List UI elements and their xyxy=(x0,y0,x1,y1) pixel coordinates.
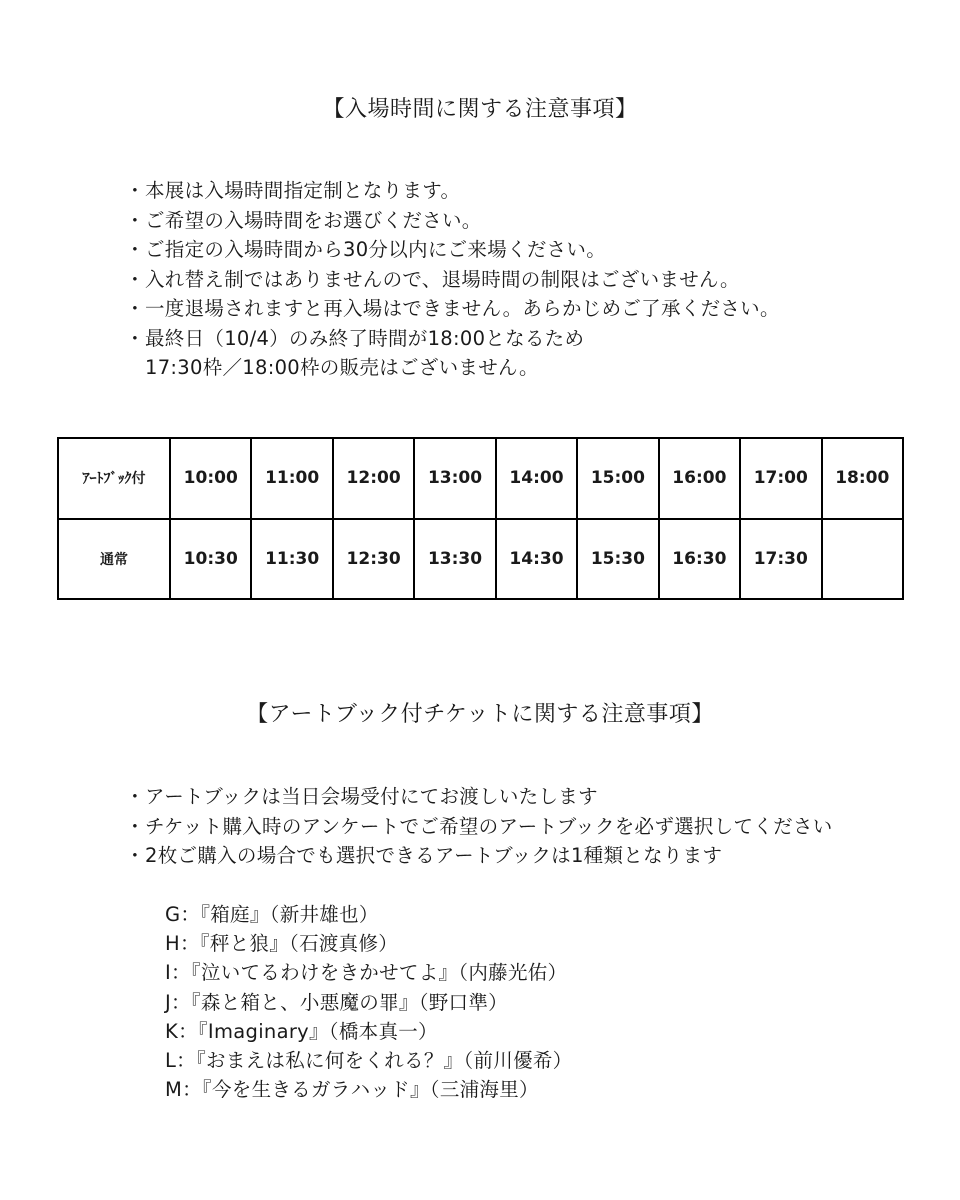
note-text: ご指定の入場時間から30分以内にご来場ください。 xyxy=(145,238,607,261)
list-item xyxy=(125,176,780,206)
bullet: ・ xyxy=(125,785,145,808)
entry-time-schedule-table xyxy=(57,437,904,600)
time-slot: 13:30 xyxy=(414,519,495,600)
artbook-ticket-notes-list xyxy=(125,782,833,871)
artbook-option: G：『箱庭』（新井雄也） xyxy=(165,903,379,926)
table-row-artbook xyxy=(58,438,903,519)
artbook-option: M：『今を生きるガラハッド』（三浦海里） xyxy=(165,1078,539,1102)
artbook-option: J：『森と箱と、小悪魔の罪』（野口準） xyxy=(165,990,508,1014)
note-text: 本展は入場時間指定制となります。 xyxy=(145,179,461,202)
time-slot: 10:30 xyxy=(170,519,251,600)
bullet: ・ xyxy=(125,238,145,261)
time-slot: 11:00 xyxy=(251,438,332,519)
note-text: 一度退場されますと再入場はできません。あらかじめご了承ください。 xyxy=(145,297,780,320)
time-slot: 10:00 xyxy=(170,438,251,519)
list-item xyxy=(125,294,780,324)
time-slot: 12:00 xyxy=(333,438,414,519)
artbook-option: K：『Imaginary』（橋本真一） xyxy=(165,1019,438,1043)
time-slot: 18:00 xyxy=(822,438,904,519)
bullet: ・ xyxy=(125,267,145,291)
time-slot: 14:00 xyxy=(496,438,577,519)
entry-time-notes-list xyxy=(125,176,780,383)
list-item xyxy=(125,324,780,354)
time-slot: 16:00 xyxy=(659,438,740,519)
list-item xyxy=(125,782,833,812)
artbook-option: H：『秤と狼』（石渡真修） xyxy=(165,932,399,956)
note-text: 2枚ご購入の場合でも選択できるアートブックは1種類となります xyxy=(145,844,723,867)
time-slot: 17:30 xyxy=(740,519,821,600)
time-slot xyxy=(822,519,904,600)
list-item xyxy=(125,265,780,295)
note-text: 入れ替え制ではありませんので、退場時間の制限はございません。 xyxy=(145,267,740,291)
bullet: ・ xyxy=(125,814,145,838)
time-slot: 16:30 xyxy=(659,519,740,600)
time-slot: 13:00 xyxy=(414,438,495,519)
time-slot: 15:00 xyxy=(577,438,658,519)
bullet: ・ xyxy=(125,208,145,232)
bullet: ・ xyxy=(125,844,145,867)
table-row-regular xyxy=(58,519,903,600)
list-item xyxy=(125,841,833,871)
list-item xyxy=(125,235,780,265)
time-slot: 14:30 xyxy=(496,519,577,600)
time-slot: 12:30 xyxy=(333,519,414,600)
row-label: 通常 xyxy=(58,519,170,600)
artbook-option: L：『おまえは私に何をくれる？』（前川優希） xyxy=(165,1049,573,1073)
note-text: アートブックは当日会場受付にてお渡しいたします xyxy=(145,785,598,808)
note-text: チケット購入時のアンケートでご希望のアートブックを必ず選択してください xyxy=(145,814,833,838)
time-slot: 11:30 xyxy=(251,519,332,600)
artbook-options-list xyxy=(165,900,572,1104)
row-label: ｱｰﾄﾌﾞｯｸ付 xyxy=(58,438,170,519)
time-slot: 17:00 xyxy=(740,438,821,519)
note-text: ご希望の入場時間をお選びください。 xyxy=(145,208,482,232)
list-item xyxy=(125,812,833,842)
bullet: ・ xyxy=(125,179,145,202)
time-slot: 15:30 xyxy=(577,519,658,600)
note-text: 最終日（10/4）のみ終了時間が18:00となるため xyxy=(145,326,585,350)
artbook-option: I：『泣いてるわけをきかせてよ』（内藤光佑） xyxy=(165,961,568,985)
entry-time-notes-heading: 【入場時間に関する注意事項】 xyxy=(322,97,638,122)
artbook-ticket-notes-heading: 【アートブック付チケットに関する注意事項】 xyxy=(246,702,714,727)
bullet: ・ xyxy=(125,297,145,320)
list-item-continuation: 17:30枠／18:00枠の販売はございません。 xyxy=(145,356,539,379)
list-item xyxy=(125,206,780,236)
bullet: ・ xyxy=(125,326,145,350)
